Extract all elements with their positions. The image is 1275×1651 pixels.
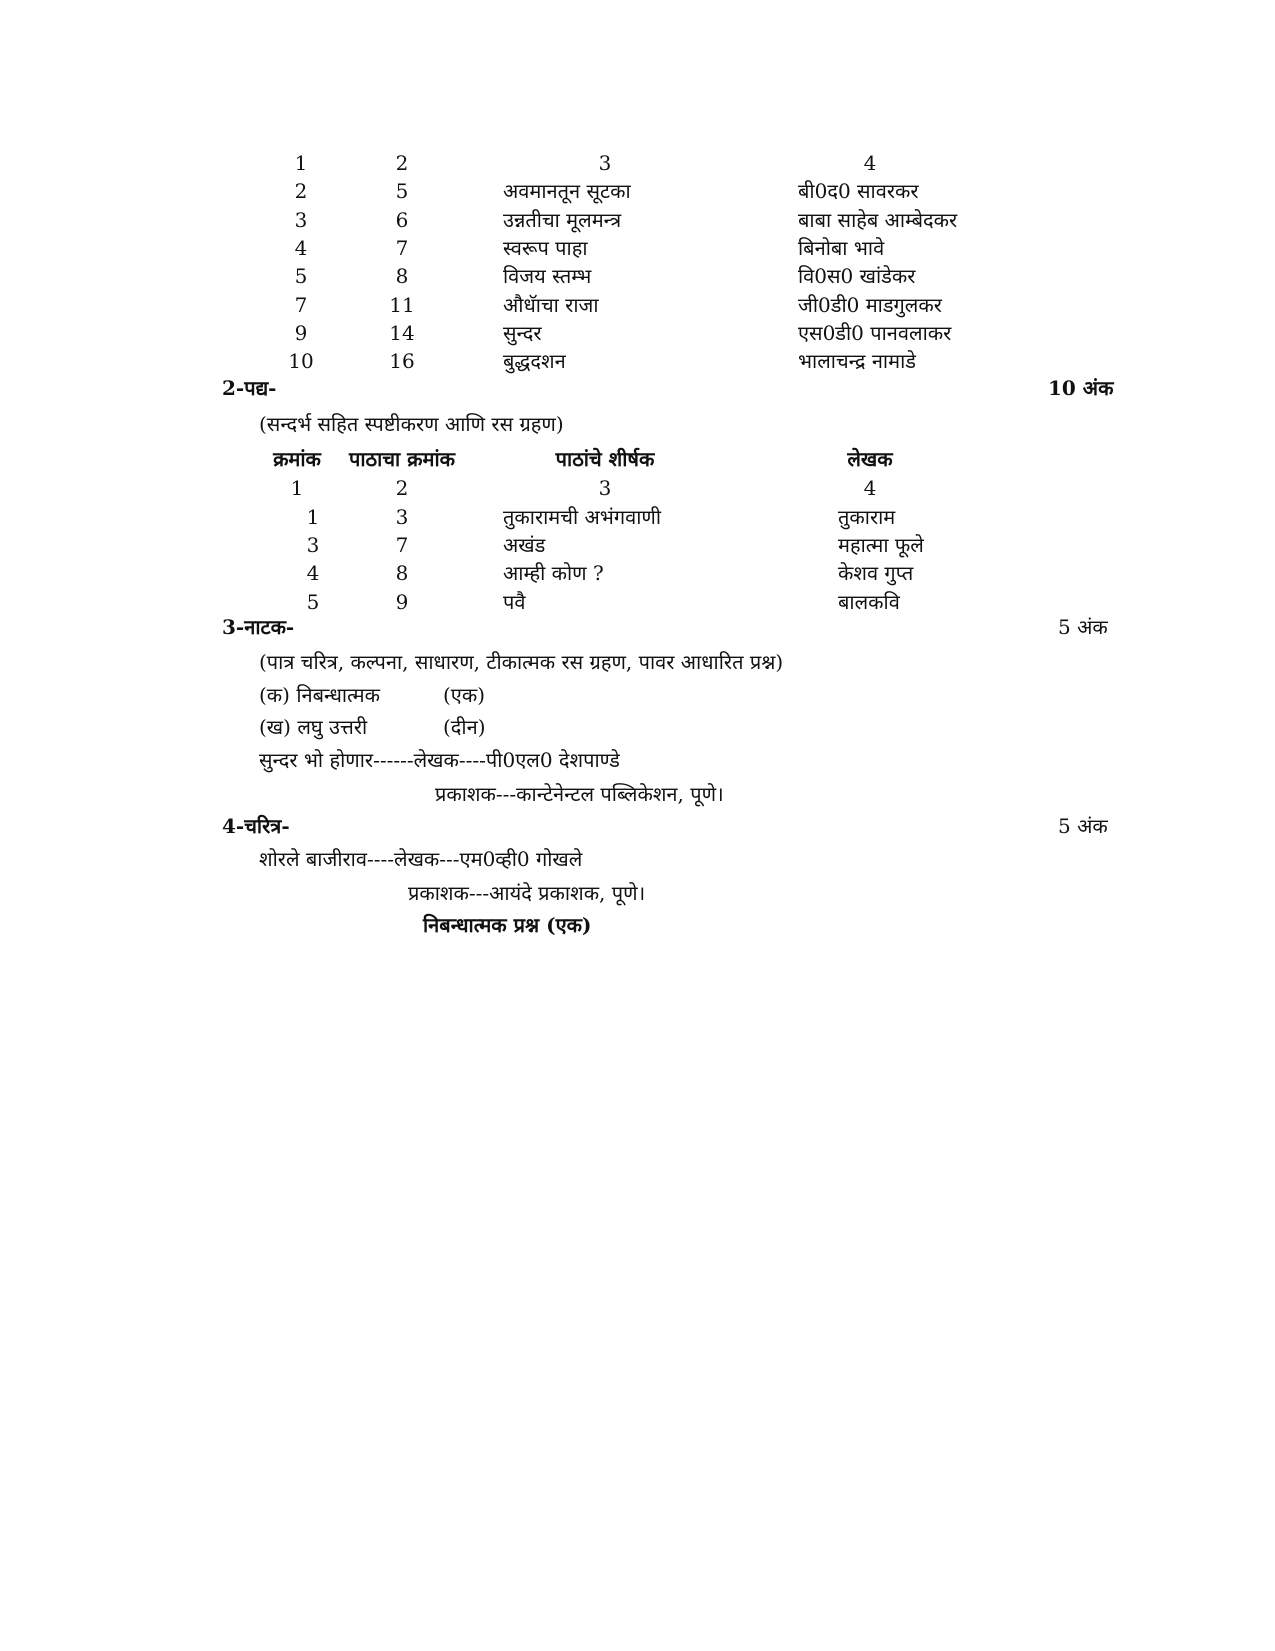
col-header-author: लेखक	[847, 447, 893, 471]
lesson-number: 7	[395, 533, 409, 557]
col-header-lesson-number: पाठाचा क्रमांक	[348, 447, 456, 471]
lesson-number: 3	[395, 505, 409, 529]
lesson-number: 5	[395, 179, 409, 203]
table1-header-2: 2	[395, 151, 409, 175]
section3-title: 3-नाटक-	[222, 615, 295, 639]
row-number: 1	[306, 505, 320, 529]
row-number: 2	[294, 179, 308, 203]
lesson-title: सुन्दर	[503, 321, 542, 345]
row-number: 7	[294, 293, 308, 317]
lesson-number: 14	[389, 321, 415, 345]
row-number: 5	[306, 590, 320, 614]
lesson-title: अखंड	[503, 533, 546, 557]
section3-book: सुन्दर भो होणार------लेखक----पी0एल0 देशपाण्डे	[259, 748, 620, 772]
lesson-number: 8	[395, 264, 409, 288]
lesson-title: आम्ही कोण ?	[503, 561, 604, 585]
lesson-author: वि0स0 खांडेकर	[798, 264, 916, 288]
lesson-title: बुद्धदशन	[503, 349, 566, 373]
lesson-author: बिनोबा भावे	[798, 236, 885, 260]
lesson-title: स्वरूप पाहा	[503, 236, 588, 260]
lesson-title: अवमानतून सूटका	[503, 179, 631, 203]
row-number: 3	[306, 533, 320, 557]
section3-publisher: प्रकाशक---कान्टेनेन्टल पब्लिकेशन, पूणे।	[435, 782, 724, 806]
lesson-number: 8	[395, 561, 409, 585]
lesson-number: 16	[389, 349, 415, 373]
section4-publisher: प्रकाशक---आयंदे प्रकाशक, पूणे।	[408, 881, 646, 905]
lesson-author: महात्मा फूले	[838, 533, 924, 557]
row-number: 4	[294, 236, 308, 260]
section2-note: (सन्दर्भ सहित स्पष्टीकरण आणि रस ग्रहण)	[259, 412, 564, 436]
lesson-author: भालाचन्द्र नामाडे	[798, 349, 916, 373]
item-essay-label: (क) निबन्धात्मक	[259, 683, 380, 707]
section3-note: (पात्र चरित्र, कल्पना, साधारण, टीकात्मक रस ग्रहण, पावर आधारित प्रश्न)	[259, 650, 784, 674]
row-number: 10	[288, 349, 314, 373]
section4-question: निबन्धात्मक प्रश्न (एक)	[423, 913, 592, 937]
lesson-author: बाबा साहेब आम्बेदकर	[798, 208, 958, 232]
lesson-number: 6	[395, 208, 409, 232]
lesson-author: केशव गुप्त	[838, 561, 914, 585]
lesson-title: पवै	[503, 590, 526, 614]
item-essay-count: (एक)	[443, 683, 486, 707]
lesson-number: 11	[389, 293, 415, 317]
section4-marks: 5 अंक	[1058, 814, 1108, 838]
lesson-author: बालकवि	[838, 590, 900, 614]
col-number-4: 4	[863, 476, 877, 500]
col-header-lesson-title: पाठांचे शीर्षक	[555, 447, 655, 471]
row-number: 5	[294, 264, 308, 288]
item-short-label: (ख) लघु उत्तरी	[259, 715, 368, 739]
lesson-author: तुकाराम	[838, 505, 896, 529]
table1-header-3: 3	[598, 151, 612, 175]
section2-marks: 10 अंक	[1048, 376, 1114, 400]
row-number: 9	[294, 321, 308, 345]
col-number-2: 2	[395, 476, 409, 500]
col-number-1: 1	[290, 476, 304, 500]
lesson-title: औधॅाचा राजा	[503, 293, 599, 317]
lesson-number: 9	[395, 590, 409, 614]
section4-book: शोरले बाजीराव----लेखक---एम0व्ही0 गोखले	[259, 847, 583, 871]
section4-title: 4-चरित्र-	[222, 814, 290, 838]
section2-title: 2-पद्य-	[222, 376, 277, 400]
lesson-author: जी0डी0 माडगुलकर	[798, 293, 942, 317]
col-number-3: 3	[598, 476, 612, 500]
item-short-count: (दीन)	[443, 715, 486, 739]
row-number: 4	[306, 561, 320, 585]
lesson-title: तुकारामची अभंगवाणी	[503, 505, 662, 529]
lesson-author: एस0डी0 पानवलाकर	[798, 321, 952, 345]
lesson-title: विजय स्तम्भ	[503, 264, 592, 288]
lesson-author: बी0द0 सावरकर	[798, 179, 919, 203]
table1-header-1: 1	[294, 151, 308, 175]
row-number: 3	[294, 208, 308, 232]
table1-header-4: 4	[863, 151, 877, 175]
col-header-serial: क्रमांक	[273, 447, 321, 471]
lesson-number: 7	[395, 236, 409, 260]
section3-marks: 5 अंक	[1058, 615, 1108, 639]
lesson-title: उन्नतीचा मूलमन्त्र	[503, 208, 622, 232]
